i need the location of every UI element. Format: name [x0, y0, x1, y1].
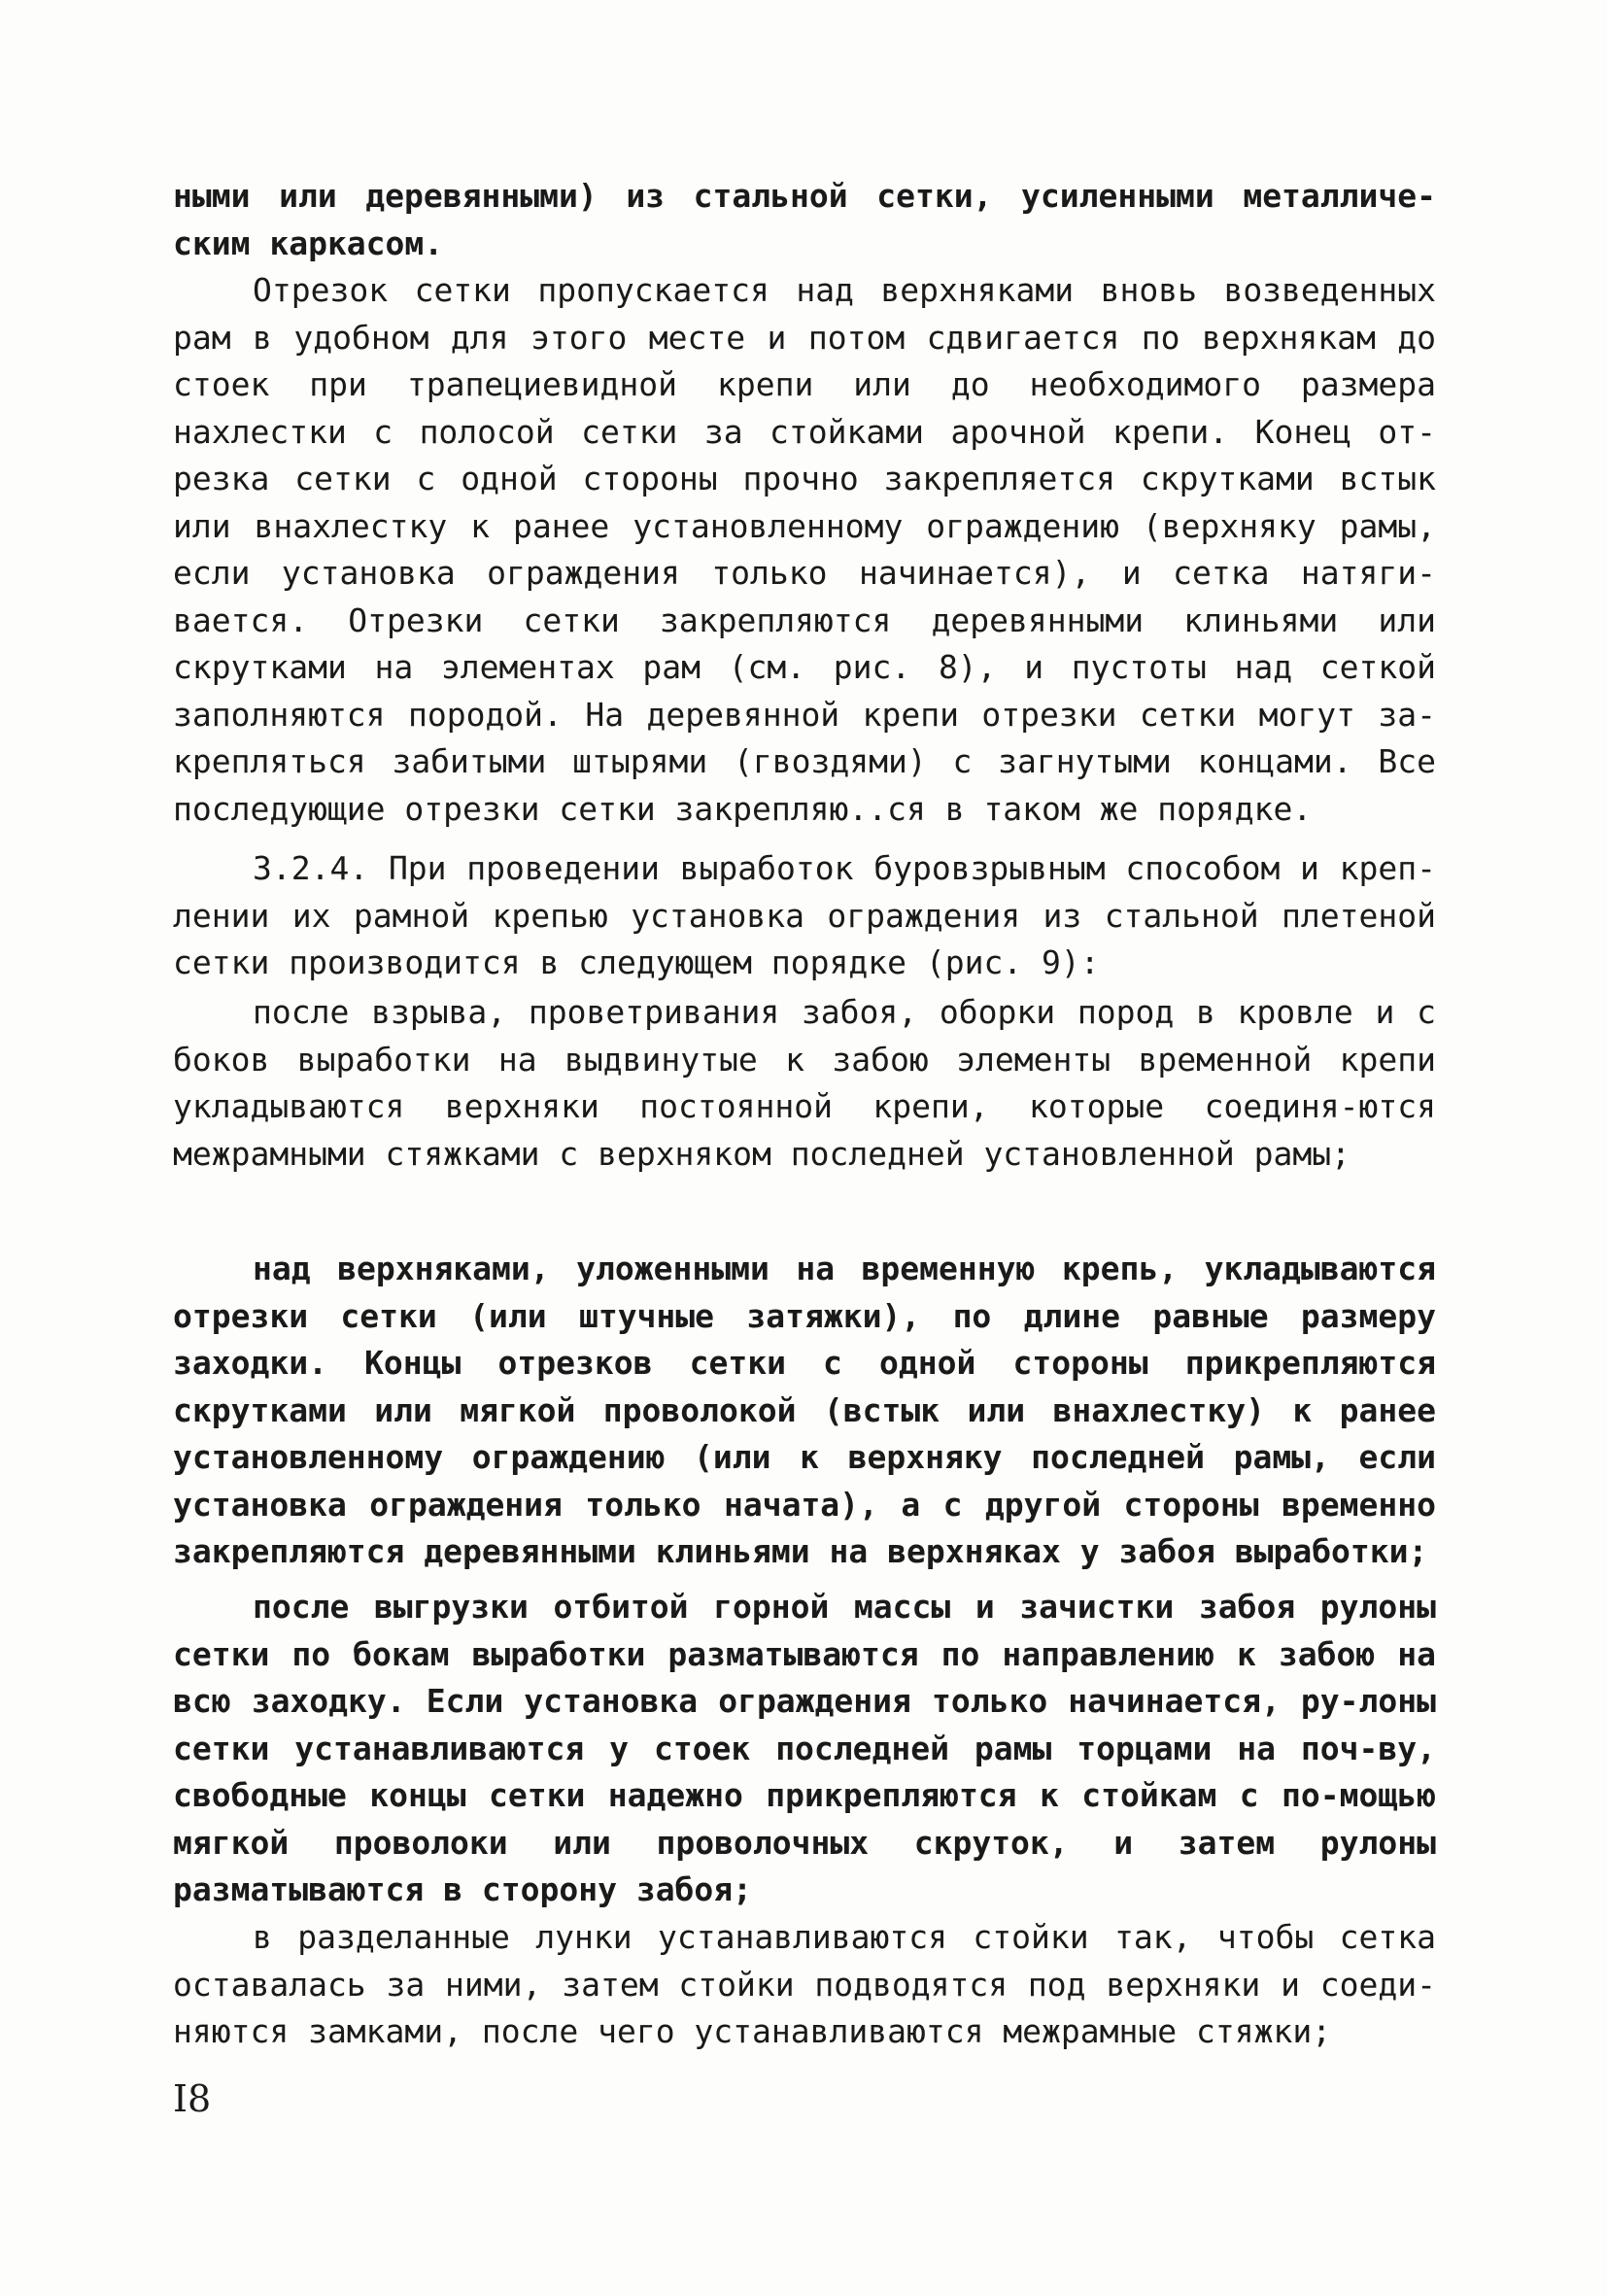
- paragraph-cut-piece-mounting: [173, 267, 1436, 833]
- paragraph-step-over-caps: [173, 1246, 1436, 1576]
- paragraph-text: над верхняками, уложенными на временную крепь, укладываются отрезки сетки (или штучные затяжки), по длине равные размеру заходки. Концы отрезков сетки с одной стороны прикрепляются скрутками или мягкой проволокой (встык или внахлестку) к ранее установленному ограждению (или к верхняку последней рамы, если установка ограждения только начата), а с другой стороны временно закрепляются деревянными клиньями на верхняках у забоя выработки;: [173, 1250, 1436, 1570]
- paragraph-text: в разделанные лунки устанавливаются стойки так, чтобы сетка оставалась за ними, затем стойки подводятся под верхняки и соеди-няются замками, после чего устанавливаются межрамные стяжки;: [173, 1918, 1436, 2050]
- paragraph-step-after-unloading: [173, 1584, 1436, 1914]
- page-number: I8: [173, 2077, 212, 2120]
- paragraph-section-3-2-4: [173, 845, 1436, 987]
- paragraph-text: после взрыва, проветривания забоя, оборки пород в кровле и с боков выработки на выдвинутые к забою элементы временной крепи укладываются верхняки постоянной крепи, которые соединя-ются межрамными стяжками с верхняком последней установленной рамы;: [173, 993, 1436, 1173]
- paragraph-text: 3.2.4. При проведении выработок буровзрывным способом и креп-лении их рамной крепью установка ограждения из стальной плетеной сетки производится в следующем порядке (рис. 9):: [173, 849, 1436, 981]
- paragraph-text: Отрезок сетки пропускается над верхняками вновь возведенных рам в удобном для этого месте и потом сдвигается по верхнякам до стоек при трапециевидной крепи или до необходимого размера нахлестки с полосой сетки за стойками арочной крепи. Конец от-резка сетки с одной стороны прочно закрепляется скрутками встык или внахлестку к ранее установленному ограждению (верхняку рамы, если установка ограждения только начинается), и сетка натяги-вается. Отрезки сетки закрепляются деревянными клиньями или скрутками на элементах рам (см. рис. 8), и пустоты над сеткой заполняются породой. На деревянной крепи отрезки сетки могут за-крепляться забитыми штырями (гвоздями) с загнутыми концами. Все последующие отрезки сетки закрепляю..ся в таком же порядке.: [173, 271, 1436, 828]
- paragraph-continuation: [173, 173, 1436, 267]
- paragraph-text: после выгрузки отбитой горной массы и зачистки забоя рулоны сетки по бокам выработки разматываются по направлению к забою на всю заходку. Если установка ограждения только начинается, ру-лоны сетки устанавливаются у стоек последней рамы торцами на поч-ву, свободные концы сетки надежно прикрепляются к стойкам с по-мощью мягкой проволоки или проволочных скруток, и затем рулоны разматываются в сторону забоя;: [173, 1588, 1436, 1908]
- paragraph-step-props: [173, 1914, 1436, 2056]
- paragraph-step-after-blast: [173, 989, 1436, 1178]
- paragraph-text: ными или деревянными) из стальной сетки, усиленными металличе-ским каркасом.: [173, 177, 1436, 262]
